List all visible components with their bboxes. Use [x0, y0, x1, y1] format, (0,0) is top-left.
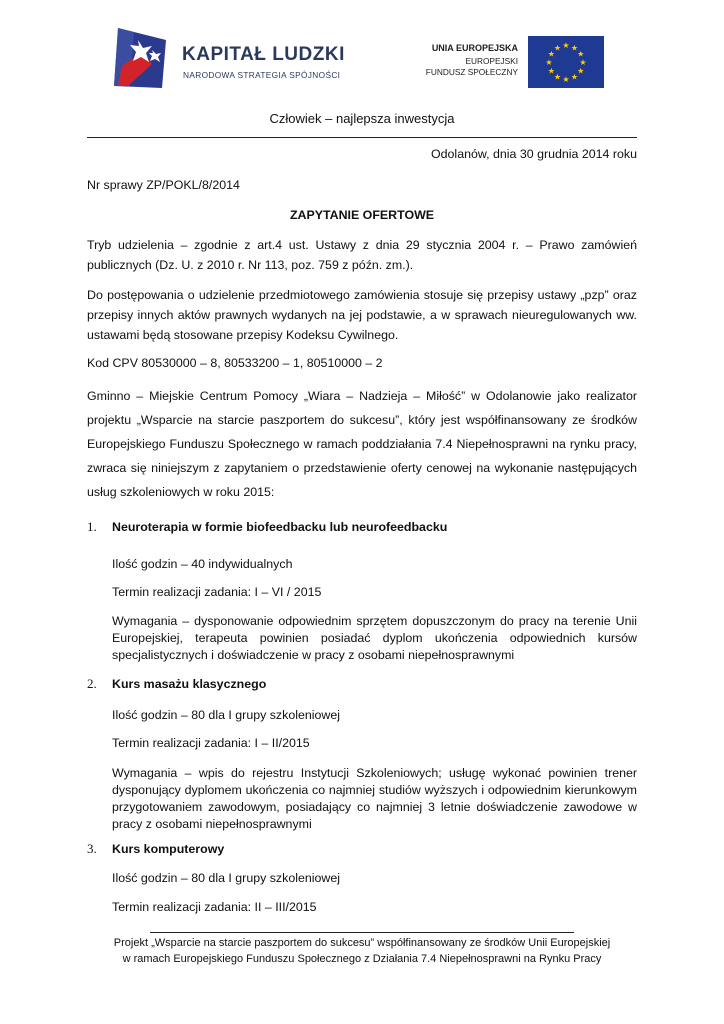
item-3-hours: Ilość godzin – 80 dla I grupy szkoleniowej — [112, 871, 340, 885]
logo-title: KAPITAŁ LUDZKI — [182, 44, 345, 65]
eu-star-icon: ★ — [570, 43, 579, 53]
case-number: Nr sprawy ZP/POKL/8/2014 — [87, 178, 240, 192]
eu-title: UNIA EUROPEJSKA — [431, 43, 518, 53]
eu-star-icon: ★ — [547, 66, 555, 76]
logo-subtitle: NARODOWA STRATEGIA SPÓJNOŚCI — [183, 70, 341, 80]
eu-star-icon: ★ — [577, 66, 585, 76]
item-2-title: Kurs masażu klasycznego — [112, 677, 267, 691]
intro-paragraph: Gminno – Miejskie Centrum Pomocy „Wiara – Nadzieja – Miłość” w Odolanowie jako realizator projektu „Wsparcie na starcie paszportem do sukcesu”, który jest współfinansowany ze środków Europejskiego Funduszu Społecznego w ramach poddziałania 7.4 Niepełnosprawni na rynku pracy, zwraca się niniejszym z zapytaniem o przedstawienie oferty cenowej na wykonanie następujących usług szkoleniowych w roku 2015: — [87, 389, 637, 499]
item-3-title: Kurs komputerowy — [112, 842, 225, 856]
item-1-number: 1. — [87, 519, 97, 534]
eu-line3: FUNDUSZ SPOŁECZNY — [425, 67, 518, 77]
item-1-title: Neuroterapia w formie biofeedbacku lub neurofeedbacku — [112, 520, 448, 534]
footer-line-2: w ramach Europejskiego Funduszu Społecznego z Działania 7.4 Niepełnosprawni na Rynku Pracy — [122, 953, 602, 965]
place-date: Odolanów, dnia 30 grudnia 2014 roku — [431, 147, 637, 161]
eu-star-icon: ★ — [562, 75, 570, 84]
item-2-term: Termin realizacji zadania: I – II/2015 — [112, 736, 310, 750]
eu-star-icon: ★ — [547, 49, 555, 59]
kapital-ludzki-logo — [112, 24, 180, 90]
page-header — [0, 0, 724, 100]
item-2-number: 2. — [87, 676, 97, 691]
eu-star-icon: ★ — [553, 43, 562, 53]
przepisy-paragraph: Do postępowania o udzielenie przedmiotowego zamówienia stosuje się przepisy ustawy „pzp” oraz przepisy innych aktów prawnych wydanych na jej podstawie, a w sprawach nieuregulowanych ww. ustawami będą stosowane przepisy Kodeksu Cywilnego. — [87, 288, 637, 342]
tryb-paragraph: Tryb udzielenia – zgodnie z art.4 ust. Ustawy z dnia 29 stycznia 2004 r. – Prawo zamówień publicznych (Dz. U. z 2010 r. Nr 113, poz. 759 z późn. zm.). — [87, 238, 637, 272]
eu-line2: EUROPEJSKI — [465, 56, 518, 66]
eu-star-icon: ★ — [579, 58, 587, 67]
motto: Człowiek – najlepsza inwestycja — [269, 111, 455, 126]
document-title: ZAPYTANIE OFERTOWE — [289, 208, 435, 222]
item-1-requirements: Wymagania – dysponowanie odpowiednim sprzętem dopuszczonym do pracy na terenie Unii Europejskiej, terapeuta powinien posiadać dyplom ukończenia odpowiednich kursów specjalistycznych i doświadczenie w pracy z osobami niepełnosprawnymi — [112, 614, 637, 662]
eu-star-icon: ★ — [545, 58, 553, 67]
item-3-number: 3. — [87, 841, 97, 856]
eu-star-icon: ★ — [553, 72, 562, 82]
eu-star-icon: ★ — [562, 41, 570, 50]
header-divider — [87, 137, 637, 138]
cpv-codes: Kod CPV 80530000 – 8, 80533200 – 1, 80510000 – 2 — [87, 356, 383, 370]
item-3-term: Termin realizacji zadania: II – III/2015 — [112, 900, 317, 914]
item-2-requirements: Wymagania – wpis do rejestru Instytucji Szkoleniowych; usługę wykonać powinien trener dysponujący dyplomem ukończenia co najmniej studiów wyższych i odpowiednim kierunkowym przygotowaniem zawodowym, posiadający co najmniej 3 letnie doświadczenie zawodowe w pracy z osobami niepełnosprawnymi — [112, 766, 637, 831]
item-2-hours: Ilość godzin – 80 dla I grupy szkoleniowej — [112, 708, 340, 722]
footer-line-1: Projekt „Wsparcie na starcie paszportem do sukcesu” współfinansowany ze środków Unii Europejskiej — [113, 937, 611, 949]
eu-flag-icon — [528, 36, 604, 88]
item-1-term: Termin realizacji zadania: I – VI / 2015 — [112, 585, 322, 599]
eu-star-icon: ★ — [570, 72, 579, 82]
eu-subtitle — [420, 56, 518, 78]
eu-star-icon: ★ — [577, 49, 585, 59]
item-1-hours: Ilość godzin – 40 indywidualnych — [112, 557, 293, 571]
footer-divider — [150, 932, 574, 933]
